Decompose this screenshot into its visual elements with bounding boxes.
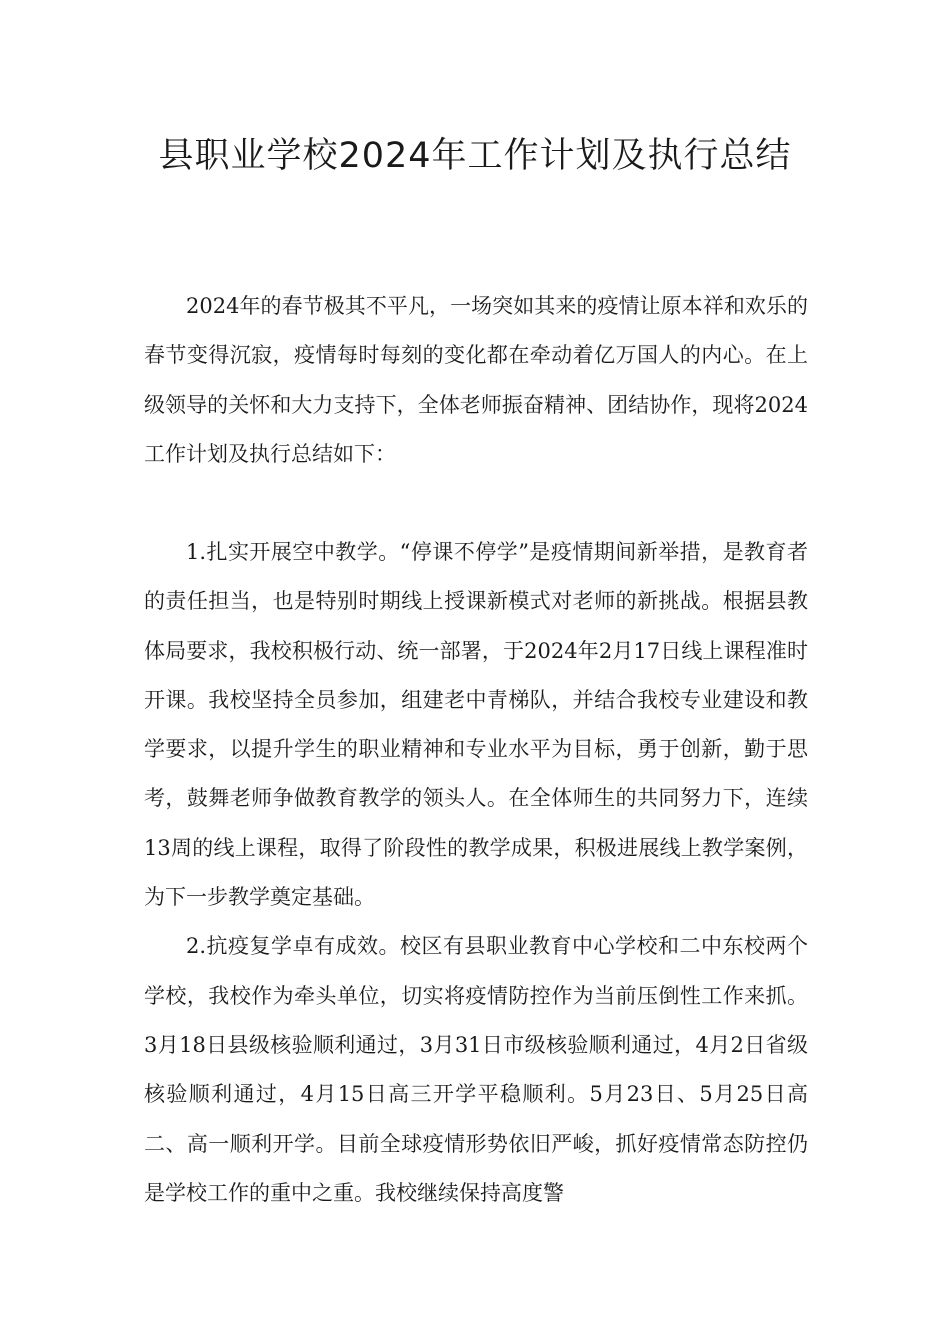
sections-block	[144, 528, 808, 1218]
intro-block	[144, 282, 808, 479]
section-paragraph-1: 1.扎实开展空中教学。“停课不停学”是疫情期间新举措，是教育者的责任担当，也是特别时期线上授课新模式对老师的新挑战。根据县教体局要求，我校积极行动、统一部署，于2024年2月17日线上课程准时开课。我校坚持全员参加，组建老中青梯队，并结合我校专业建设和教学要求，以提升学生的职业精神和专业水平为目标，勇于创新，勤于思考，鼓舞老师争做教育教学的领头人。在全体师生的共同努力下，连续13周的线上课程，取得了阶段性的教学成果，积极进展线上教学案例，为下一步教学奠定基础。	[144, 540, 808, 910]
section-paragraph-2: 2.抗疫复学卓有成效。校区有县职业教育中心学校和二中东校两个学校，我校作为牵头单位，切实将疫情防控作为当前压倒性工作来抓。3月18日县级核验顺利通过，3月31日市级核验顺利通过，4月2日省级核验顺利通过，4月15日高三开学平稳顺利。5月23日、5月25日高二、高一顺利开学。目前全球疫情形势依旧严峻，抓好疫情常态防控仍是学校工作的重中之重。我校继续保持高度警	[144, 934, 808, 1205]
intro-paragraph: 2024年的春节极其不平凡，一场突如其来的疫情让原本祥和欢乐的春节变得沉寂，疫情每时每刻的变化都在牵动着亿万国人的内心。在上级领导的关怀和大力支持下，全体老师振奋精神、团结协作，现将2024工作计划及执行总结如下：	[144, 294, 808, 466]
document-title: 县职业学校2024年工作计划及执行总结	[158, 136, 792, 176]
